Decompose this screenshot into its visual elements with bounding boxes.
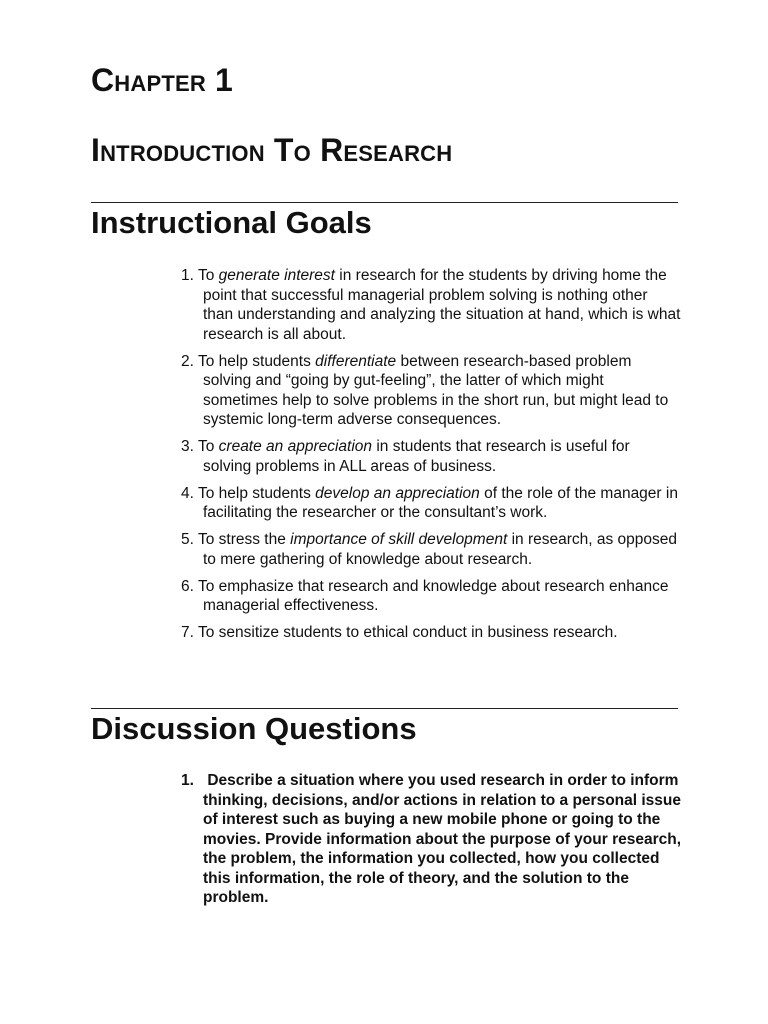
question-number: 1. (181, 772, 194, 789)
goal-item: 3. To create an appreciation in students that research is useful for solving problems in ALL areas of business. (181, 438, 630, 475)
question-text: Describe a situation where you used research in order to inform thinking, decisions, and/or actions in relation to a personal issue of interest such as buying a new mobile phone or going to the movies. Provide information about the purpose of your research, the problem, the information you collected, how you collected this information, the role of theory, and the solution to the problem. (203, 772, 682, 906)
goal-item: 5. To stress the importance of skill development in research, as opposed to mere gathering of knowledge about research. (181, 531, 678, 568)
goal-item: 4. To help students develop an appreciation of the role of the manager in facilitating the researcher or the consultant’s work. (181, 484, 678, 521)
goals-heading: Instructional Goals (91, 205, 372, 240)
discussion-heading: Discussion Questions (91, 711, 417, 746)
goal-item: 7. To sensitize students to ethical conduct in business research. (181, 624, 618, 641)
divider-discussion (91, 708, 678, 709)
goals-list (181, 266, 681, 650)
discussion-questions-list (181, 771, 681, 908)
chapter-title: Chapter 1 (91, 62, 234, 98)
goal-item: 1. To generate interest in research for the students by driving home the point that successful managerial problem solving is nothing other than understanding and analyzing the situation at hand, which is what research is all about. (181, 267, 681, 343)
goal-item: 6. To emphasize that research and knowledge about research enhance managerial effectiveness. (181, 577, 669, 614)
chapter-subtitle: Introduction To Research (91, 132, 453, 168)
goal-item: 2. To help students differentiate between research-based problem solving and “going by gut-feeling”, the latter of which might sometimes help to solve problems in the short run, but might lead to systemic long-term adverse consequences. (181, 352, 669, 428)
discussion-question (181, 771, 681, 908)
divider-goals (91, 202, 678, 203)
